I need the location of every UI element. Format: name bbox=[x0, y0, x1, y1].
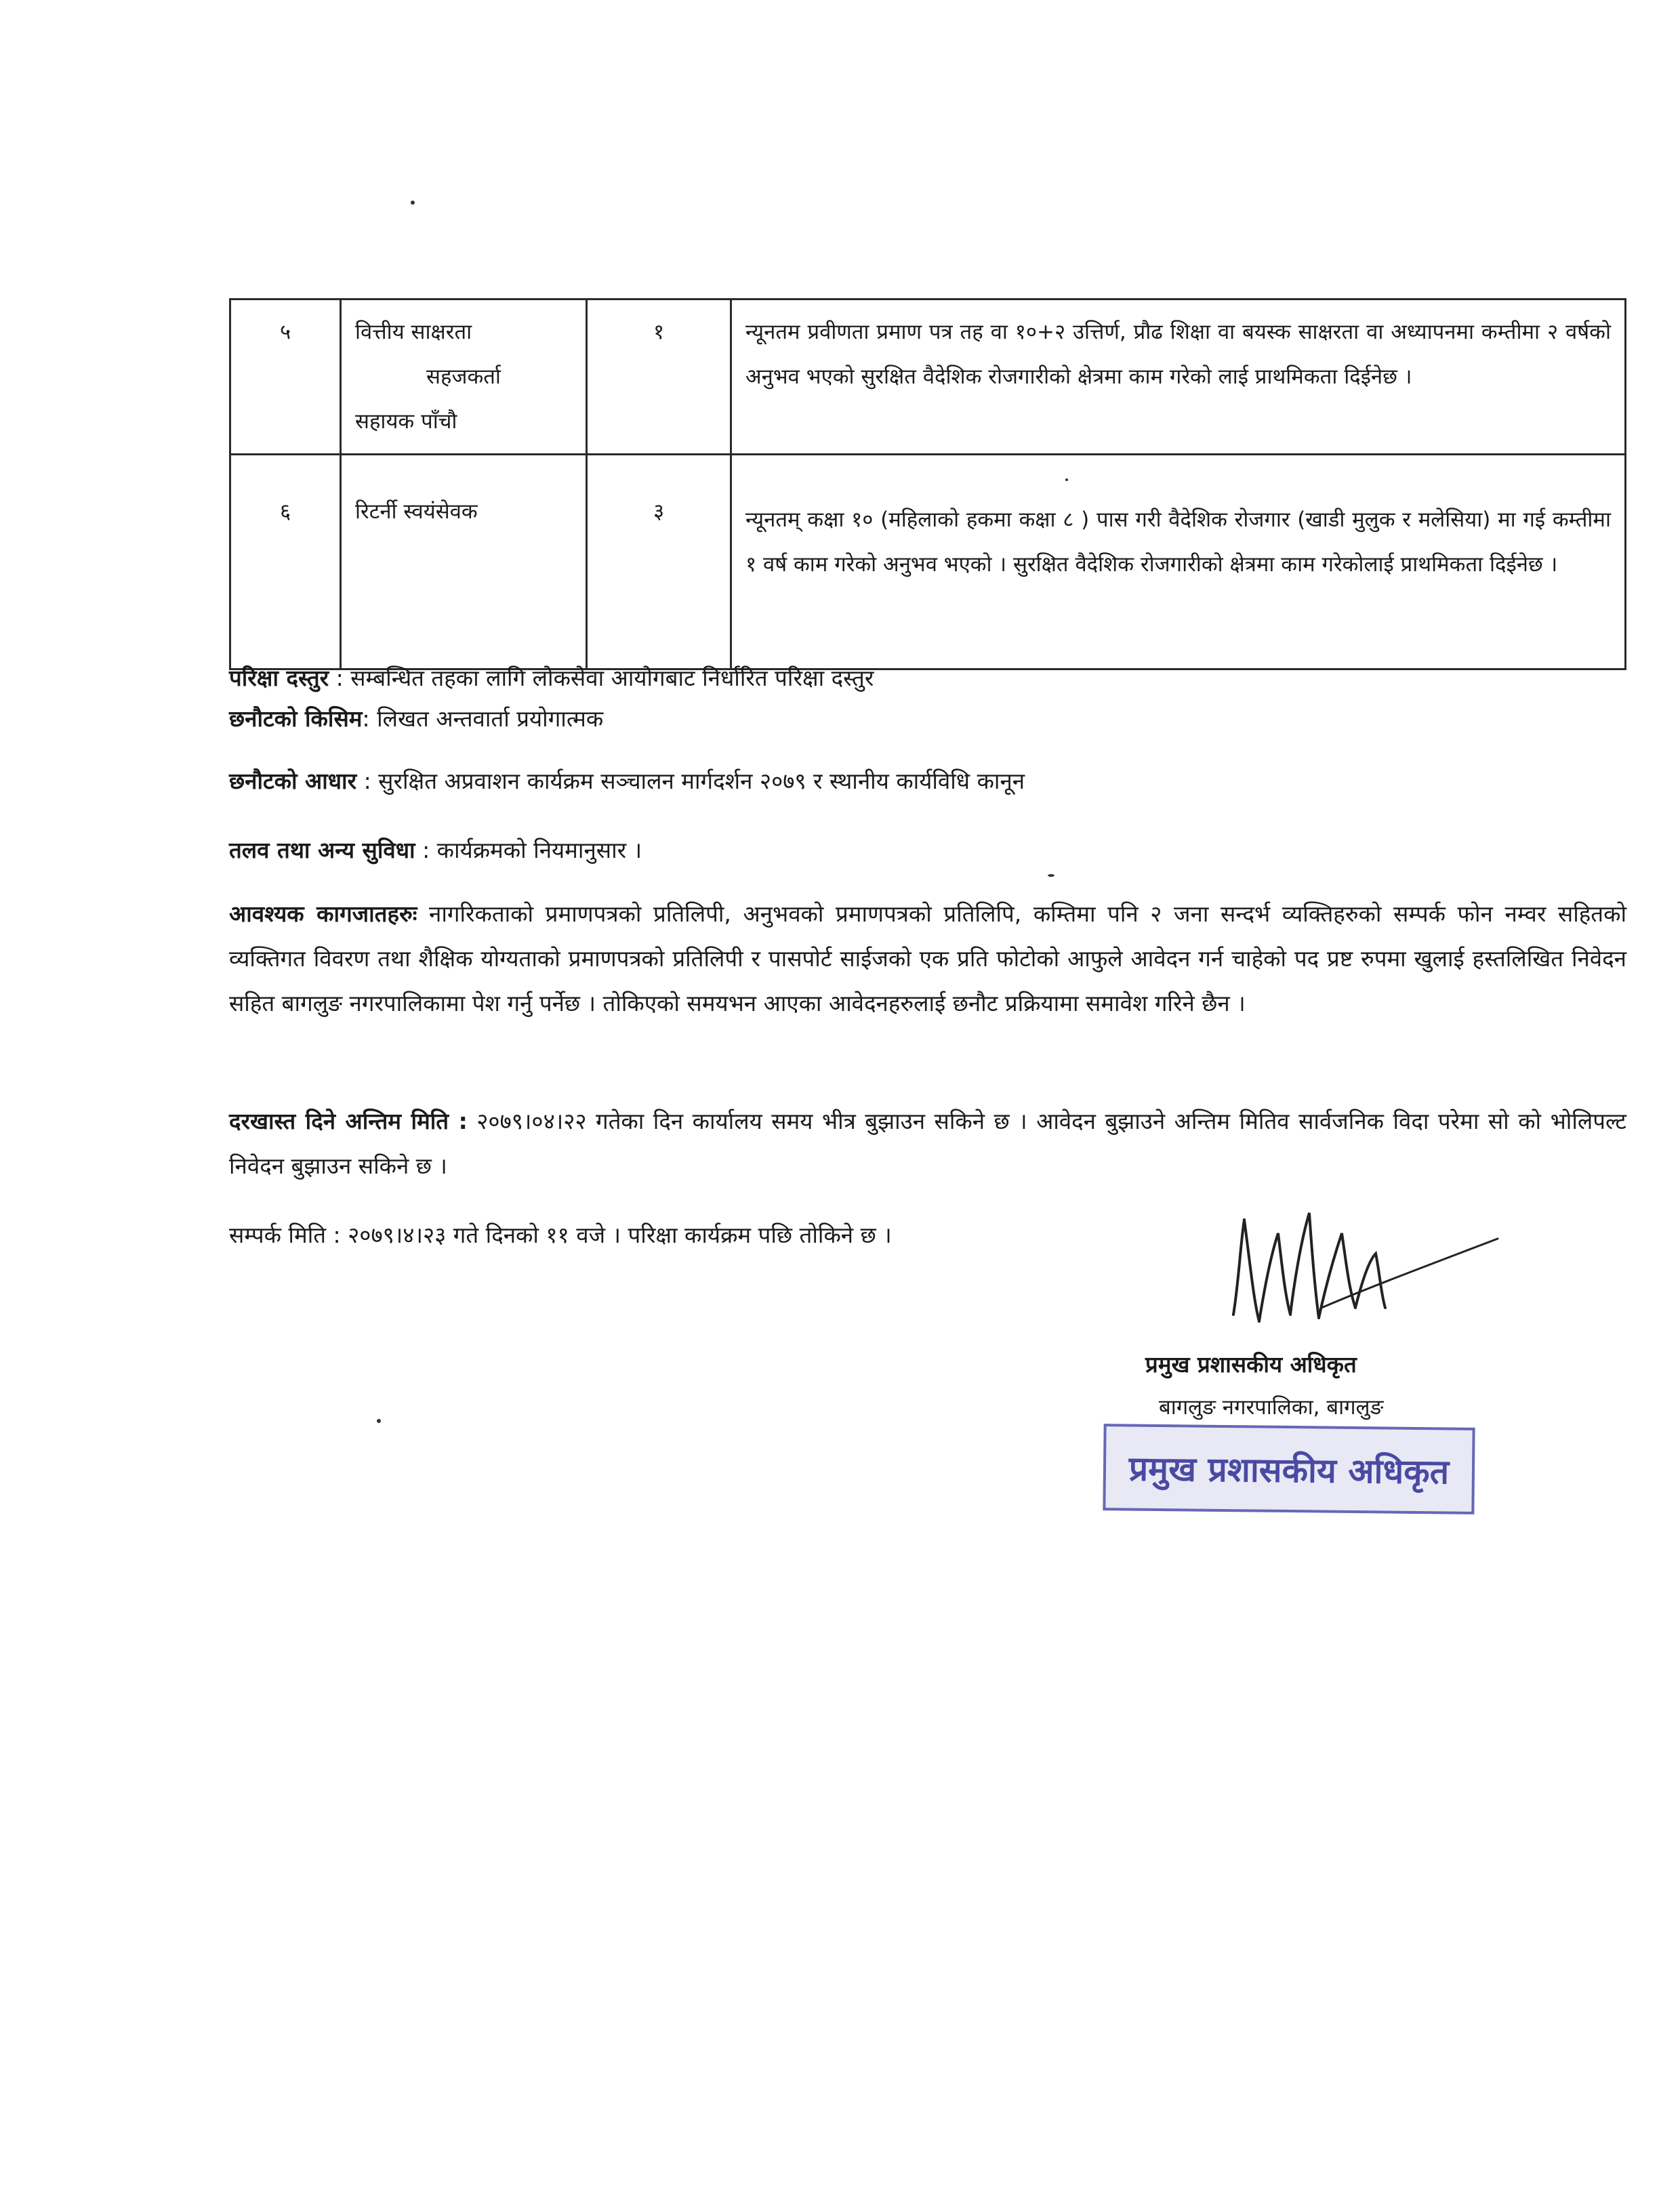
contact-date-text: सम्पर्क मिति : २०७९।४।२३ गते दिनको ११ वजे । परिक्षा कार्यक्रम पछि तोकिने छ । bbox=[229, 1222, 892, 1248]
selection-type-paragraph bbox=[229, 697, 1626, 741]
scan-speck bbox=[411, 201, 415, 205]
selection-type-text: : लिखत अन्तवार्ता प्रयोगात्मक bbox=[362, 705, 604, 732]
deadline-label: दरखास्त दिने अन्तिम मिति : bbox=[229, 1108, 468, 1134]
post-name-cell bbox=[341, 300, 587, 455]
selection-basis-paragraph bbox=[229, 759, 1626, 804]
scan-speck bbox=[377, 1419, 381, 1423]
post-name-line: रिटर्नी स्वयंसेवक bbox=[355, 499, 478, 524]
official-stamp bbox=[1103, 1424, 1475, 1514]
exam-fee-text: : सम्बन्धित तहका लागि लोकसेवा आयोगबाट निर्धारित परिक्षा दस्तुर bbox=[329, 665, 874, 691]
documents-text: नागरिकताको प्रमाणपत्रको प्रतिलिपी, अनुभवको प्रमाणपत्रको प्रतिलिपि, कम्तिमा पनि २ जना सन्दर्भ व्यक्तिहरुको सम्पर्क फोन नम्वर सहितको व्यक्तिगत विवरण तथा शैक्षिक योग्यताको प्रमाणपत्रको प्रतिलिपी र पासपोर्ट साईजको एक प्रति फोटोको आफुले आवेदन गर्न चाहेको पद प्रष्ट रुपमा खुलाई हस्तलिखित निवेदन सहित बागलुङ नगरपालिकामा पेश गर्नु पर्नेछ । तोकिएको समयभन आएका आवेदनहरुलाई छनौट प्रक्रियामा समावेश गरिने छैन । bbox=[229, 901, 1626, 1016]
table-row bbox=[230, 455, 1626, 669]
qualification-cell: न्यूनतम् कक्षा १० (महिलाको हकमा कक्षा ८ ) पास गरी वैदेशिक रोजगार (खाडी मुलुक र मलेसिया) मा गई कम्तीमा १ वर्ष काम गरेको अनुभव भएको । सुरक्षित वैदेशिक रोजगारीको क्षेत्रमा काम गरेकोलाई प्राथमिकता दिईनेछ । bbox=[731, 455, 1626, 669]
serial-number-cell: ५ bbox=[230, 300, 341, 455]
selection-type-label: छनौटको किसिम bbox=[229, 705, 363, 732]
exam-fee-paragraph bbox=[229, 656, 1626, 701]
post-name-cell bbox=[341, 455, 587, 669]
deadline-paragraph bbox=[229, 1099, 1626, 1189]
post-count-cell: ३ bbox=[587, 455, 731, 669]
qualification-cell: न्यूनतम प्रवीणता प्रमाण पत्र तह वा १०+२ उत्तिर्ण, प्रौढ शिक्षा वा बयस्क साक्षरता वा अध्यापनमा कम्तीमा २ वर्षको अनुभव भएको सुरक्षित वैदेशिक रोजगारीको क्षेत्रमा काम गरेको लाई प्राथमिकता दिईनेछ । bbox=[731, 300, 1626, 455]
signatory-title: प्रमुख प्रशासकीय अधिकृत bbox=[1145, 1351, 1357, 1378]
scan-speck bbox=[1048, 874, 1054, 877]
stamp-text: प्रमुख प्रशासकीय अधिकृत bbox=[1128, 1449, 1450, 1492]
documents-paragraph bbox=[229, 892, 1626, 1026]
salary-text: : कार्यक्रमको नियमानुसार । bbox=[415, 837, 642, 863]
salary-label: तलव तथा अन्य सुविधा bbox=[229, 837, 415, 863]
signatory-office: बागलुङ नगरपालिका, बागलुङ bbox=[1159, 1395, 1384, 1420]
posts-table bbox=[229, 298, 1626, 670]
table-row bbox=[230, 300, 1626, 455]
exam-fee-label: परिक्षा दस्तुर bbox=[229, 665, 329, 691]
post-name-line: वित्तीय साक्षरता bbox=[355, 320, 472, 344]
documents-label: आवश्यक कागजातहरुः bbox=[229, 901, 417, 927]
deadline-text: २०७९।०४।२२ गतेका दिन कार्यालय समय भीत्र बुझाउन सकिने छ । आवेदन बुझाउने अन्तिम मितिव सार्वजनिक विदा परेमा सो को भोलिपल्ट निवेदन बुझाउन सकिने छ । bbox=[229, 1108, 1626, 1179]
post-count-cell: १ bbox=[587, 300, 731, 455]
handwritten-signature bbox=[1220, 1206, 1504, 1342]
selection-basis-text: : सुरक्षित अप्रवाशन कार्यक्रम सञ्चालन मार्गदर्शन २०७९ र स्थानीय कार्यविधि कानून bbox=[356, 768, 1025, 794]
post-name-line: सहायक पाँचौ bbox=[355, 409, 457, 434]
salary-paragraph bbox=[229, 828, 1626, 873]
post-name-line: सहजकर्ता bbox=[426, 365, 501, 389]
selection-basis-label: छनौटको आधार bbox=[229, 768, 357, 794]
serial-number-cell: ६ bbox=[230, 455, 341, 669]
